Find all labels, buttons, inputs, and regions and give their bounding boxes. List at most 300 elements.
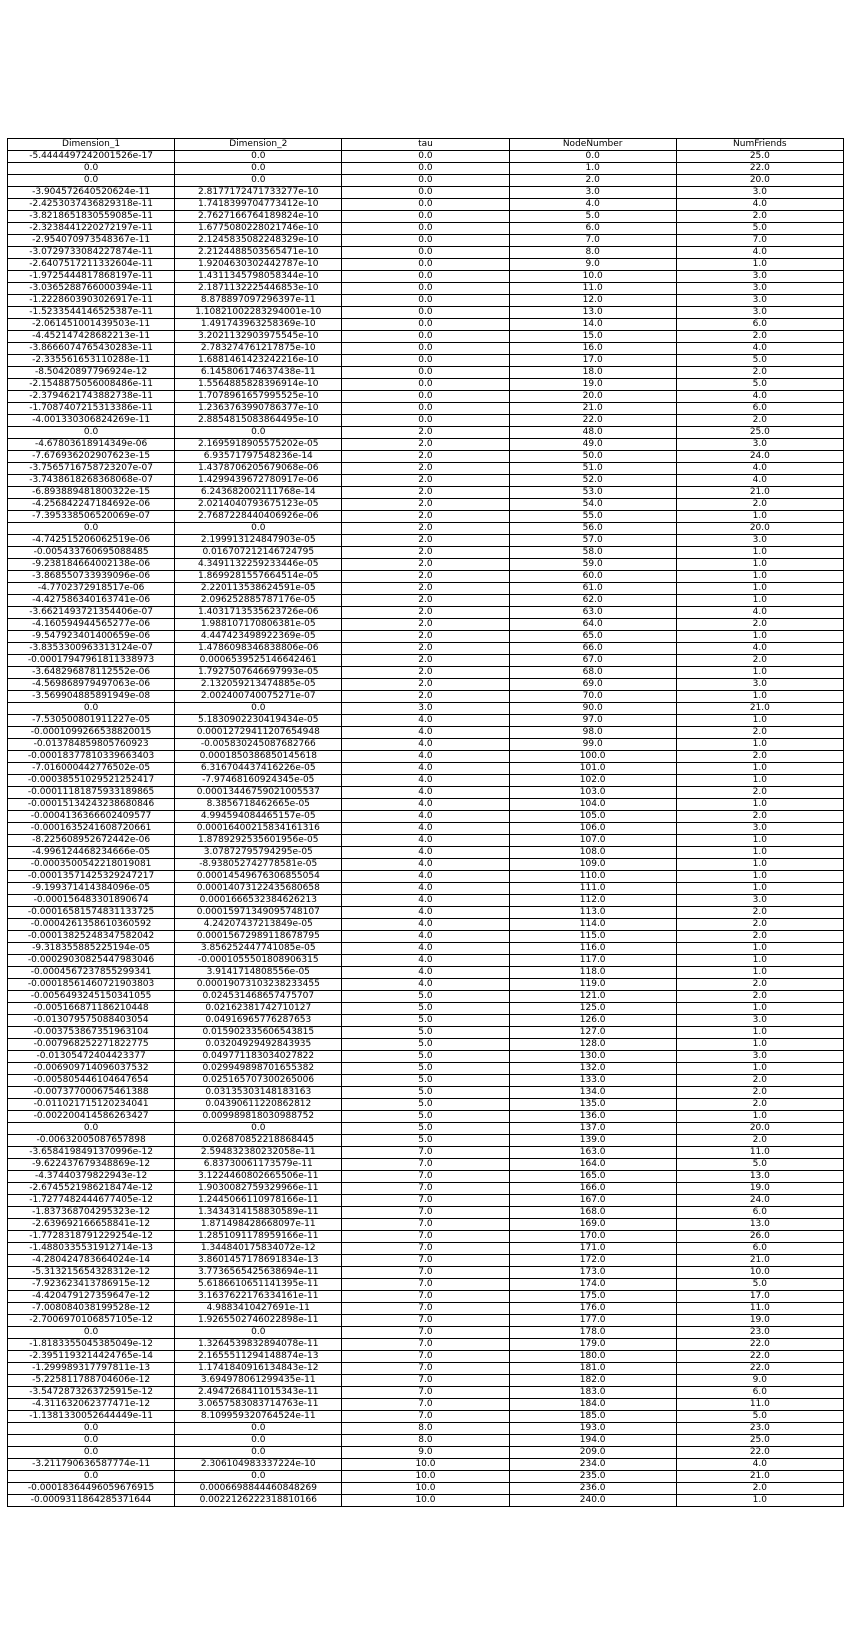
cell-dimension-2: 0.009989818030988752: [175, 1111, 342, 1123]
cell-num-friends: 1.0: [676, 1495, 843, 1507]
cell-node-number: 8.0: [509, 247, 676, 259]
cell-num-friends: 2.0: [676, 727, 843, 739]
cell-node-number: 180.0: [509, 1351, 676, 1363]
cell-node-number: 102.0: [509, 775, 676, 787]
cell-node-number: 166.0: [509, 1183, 676, 1195]
cell-num-friends: 1.0: [676, 1039, 843, 1051]
cell-num-friends: 20.0: [676, 175, 843, 187]
cell-node-number: 20.0: [509, 391, 676, 403]
cell-dimension-2: 8.878897097296397e-11: [175, 295, 342, 307]
table-row: [8, 835, 844, 847]
cell-dimension-1: -4.420479127359647e-12: [8, 1291, 175, 1303]
cell-dimension-1: -0.006909714096037532: [8, 1063, 175, 1075]
cell-node-number: 53.0: [509, 487, 676, 499]
cell-num-friends: 2.0: [676, 979, 843, 991]
cell-dimension-1: -4.001330306824269e-11: [8, 415, 175, 427]
cell-node-number: 55.0: [509, 511, 676, 523]
cell-num-friends: 1.0: [676, 943, 843, 955]
cell-tau: 2.0: [342, 451, 509, 463]
cell-num-friends: 2.0: [676, 619, 843, 631]
table-row: [8, 1483, 844, 1495]
table-row: [8, 967, 844, 979]
table-row: [8, 1363, 844, 1375]
table-row: [8, 475, 844, 487]
cell-dimension-2: 0.024531468657475707: [175, 991, 342, 1003]
cell-dimension-2: 0.0006698844460848269: [175, 1483, 342, 1495]
cell-dimension-1: -3.569904885891949e-08: [8, 691, 175, 703]
cell-tau: 5.0: [342, 1087, 509, 1099]
cell-dimension-2: 0.0: [175, 1327, 342, 1339]
table-row: [8, 1243, 844, 1255]
cell-tau: 2.0: [342, 535, 509, 547]
cell-num-friends: 6.0: [676, 1243, 843, 1255]
cell-tau: 0.0: [342, 247, 509, 259]
cell-tau: 7.0: [342, 1327, 509, 1339]
cell-num-friends: 25.0: [676, 1435, 843, 1447]
cell-tau: 2.0: [342, 427, 509, 439]
table-row: [8, 955, 844, 967]
cell-dimension-1: -9.199371414384096e-05: [8, 883, 175, 895]
cell-dimension-1: -4.7702372918517e-06: [8, 583, 175, 595]
cell-dimension-2: 8.3856718462665e-05: [175, 799, 342, 811]
table-row: [8, 1459, 844, 1471]
cell-dimension-1: -7.395338506520069e-07: [8, 511, 175, 523]
cell-dimension-2: 0.0: [175, 427, 342, 439]
cell-num-friends: 19.0: [676, 1315, 843, 1327]
cell-tau: 7.0: [342, 1231, 509, 1243]
cell-dimension-1: 0.0: [8, 703, 175, 715]
table-row: [8, 703, 844, 715]
cell-dimension-1: -3.904572640520624e-11: [8, 187, 175, 199]
cell-tau: 5.0: [342, 1051, 509, 1063]
cell-tau: 0.0: [342, 271, 509, 283]
cell-dimension-2: 5.1830902230419434e-05: [175, 715, 342, 727]
cell-node-number: 119.0: [509, 979, 676, 991]
cell-tau: 2.0: [342, 619, 509, 631]
table-row: [8, 271, 844, 283]
cell-tau: 2.0: [342, 499, 509, 511]
cell-dimension-1: 0.0: [8, 175, 175, 187]
cell-dimension-1: -3.868550733939096e-06: [8, 571, 175, 583]
cell-dimension-1: -2.3951193214424765e-14: [8, 1351, 175, 1363]
cell-tau: 7.0: [342, 1171, 509, 1183]
cell-tau: 7.0: [342, 1159, 509, 1171]
cell-node-number: 172.0: [509, 1255, 676, 1267]
cell-dimension-2: -7.97468160924345e-05: [175, 775, 342, 787]
cell-num-friends: 1.0: [676, 883, 843, 895]
cell-dimension-2: 2.594832380232058e-11: [175, 1147, 342, 1159]
cell-dimension-2: 1.2445066110978166e-11: [175, 1195, 342, 1207]
cell-node-number: 54.0: [509, 499, 676, 511]
cell-dimension-2: 4.9883410427691e-11: [175, 1303, 342, 1315]
cell-dimension-2: 1.6881461423242216e-10: [175, 355, 342, 367]
cell-dimension-1: -2.4253037436829318e-11: [8, 199, 175, 211]
cell-num-friends: 1.0: [676, 1027, 843, 1039]
cell-num-friends: 4.0: [676, 463, 843, 475]
cell-dimension-2: 2.002400740075271e-07: [175, 691, 342, 703]
cell-node-number: 185.0: [509, 1411, 676, 1423]
cell-node-number: 240.0: [509, 1495, 676, 1507]
cell-num-friends: 1.0: [676, 595, 843, 607]
cell-dimension-2: 0.016707212146724795: [175, 547, 342, 559]
cell-num-friends: 2.0: [676, 811, 843, 823]
table-row: [8, 415, 844, 427]
cell-num-friends: 25.0: [676, 427, 843, 439]
table-row: [8, 571, 844, 583]
cell-tau: 0.0: [342, 343, 509, 355]
cell-node-number: 167.0: [509, 1195, 676, 1207]
cell-num-friends: 24.0: [676, 451, 843, 463]
cell-dimension-2: 0.04390611220862812: [175, 1099, 342, 1111]
cell-node-number: 59.0: [509, 559, 676, 571]
cell-tau: 0.0: [342, 163, 509, 175]
cell-tau: 0.0: [342, 355, 509, 367]
cell-node-number: 183.0: [509, 1387, 676, 1399]
table-row: [8, 1147, 844, 1159]
cell-num-friends: 5.0: [676, 379, 843, 391]
cell-tau: 7.0: [342, 1363, 509, 1375]
cell-dimension-2: 4.24207437213849e-05: [175, 919, 342, 931]
cell-num-friends: 7.0: [676, 235, 843, 247]
cell-dimension-1: -4.160594944565277e-06: [8, 619, 175, 631]
cell-node-number: 18.0: [509, 367, 676, 379]
cell-num-friends: 4.0: [676, 199, 843, 211]
cell-num-friends: 6.0: [676, 319, 843, 331]
cell-dimension-2: 2.199913124847903e-05: [175, 535, 342, 547]
cell-dimension-2: 2.1871132225446853e-10: [175, 283, 342, 295]
data-table-container: [7, 138, 843, 1507]
table-row: [8, 1435, 844, 1447]
cell-dimension-2: 1.8789292535601956e-05: [175, 835, 342, 847]
table-row: [8, 247, 844, 259]
cell-dimension-1: -2.3794621743882738e-11: [8, 391, 175, 403]
table-row: [8, 1339, 844, 1351]
cell-dimension-1: -0.0003500542218019081: [8, 859, 175, 871]
cell-node-number: 114.0: [509, 919, 676, 931]
table-row: [8, 739, 844, 751]
cell-dimension-1: -0.013784859805760923: [8, 739, 175, 751]
cell-node-number: 107.0: [509, 835, 676, 847]
cell-num-friends: 2.0: [676, 1483, 843, 1495]
cell-dimension-2: 6.145806174637438e-11: [175, 367, 342, 379]
cell-node-number: 0.0: [509, 151, 676, 163]
cell-dimension-2: 6.83730061173579e-11: [175, 1159, 342, 1171]
cell-dimension-2: 2.1245835082248329e-10: [175, 235, 342, 247]
cell-num-friends: 19.0: [676, 1183, 843, 1195]
table-row: [8, 631, 844, 643]
cell-node-number: 132.0: [509, 1063, 676, 1075]
cell-node-number: 177.0: [509, 1315, 676, 1327]
cell-node-number: 63.0: [509, 607, 676, 619]
cell-node-number: 178.0: [509, 1327, 676, 1339]
cell-dimension-2: 0.0: [175, 1423, 342, 1435]
cell-tau: 4.0: [342, 883, 509, 895]
cell-num-friends: 1.0: [676, 859, 843, 871]
cell-dimension-2: 2.132059213474885e-05: [175, 679, 342, 691]
cell-dimension-2: 2.1655511294148874e-13: [175, 1351, 342, 1363]
table-row: [8, 727, 844, 739]
cell-dimension-1: -1.7728318791229254e-12: [8, 1231, 175, 1243]
cell-num-friends: 1.0: [676, 799, 843, 811]
cell-node-number: 49.0: [509, 439, 676, 451]
cell-num-friends: 1.0: [676, 547, 843, 559]
table-row: [8, 823, 844, 835]
cell-dimension-1: -0.005433760695088485: [8, 547, 175, 559]
cell-node-number: 105.0: [509, 811, 676, 823]
cell-dimension-1: -7.923623413786915e-12: [8, 1279, 175, 1291]
cell-tau: 10.0: [342, 1495, 509, 1507]
cell-dimension-2: 1.491743963258369e-10: [175, 319, 342, 331]
cell-num-friends: 2.0: [676, 367, 843, 379]
cell-dimension-1: 0.0: [8, 1123, 175, 1135]
cell-dimension-2: 1.3264539832894078e-11: [175, 1339, 342, 1351]
cell-tau: 7.0: [342, 1243, 509, 1255]
cell-dimension-2: 1.9030082759329966e-11: [175, 1183, 342, 1195]
cell-dimension-1: -8.225608952672442e-06: [8, 835, 175, 847]
column-header-dimension-1: Dimension_1: [8, 139, 175, 151]
table-row: [8, 187, 844, 199]
cell-tau: 7.0: [342, 1219, 509, 1231]
cell-dimension-1: -0.013079575088403054: [8, 1015, 175, 1027]
cell-dimension-1: 0.0: [8, 523, 175, 535]
table-row: [8, 211, 844, 223]
cell-dimension-2: 2.7687228440406926e-06: [175, 511, 342, 523]
cell-dimension-1: -3.6584198491370996e-12: [8, 1147, 175, 1159]
cell-tau: 5.0: [342, 1099, 509, 1111]
cell-dimension-1: -1.9725444817868197e-11: [8, 271, 175, 283]
cell-num-friends: 22.0: [676, 1339, 843, 1351]
table-row: [8, 1195, 844, 1207]
cell-tau: 0.0: [342, 259, 509, 271]
cell-tau: 5.0: [342, 1027, 509, 1039]
table-row: [8, 919, 844, 931]
cell-tau: 5.0: [342, 1039, 509, 1051]
table-row: [8, 1087, 844, 1099]
cell-dimension-1: -7.530500801911227e-05: [8, 715, 175, 727]
table-row: [8, 235, 844, 247]
cell-tau: 2.0: [342, 511, 509, 523]
table-row: [8, 1039, 844, 1051]
cell-num-friends: 9.0: [676, 1375, 843, 1387]
table-row: [8, 1303, 844, 1315]
cell-dimension-2: 0.00014073122435680658: [175, 883, 342, 895]
table-row: [8, 1267, 844, 1279]
cell-node-number: 103.0: [509, 787, 676, 799]
table-row: [8, 175, 844, 187]
cell-node-number: 116.0: [509, 943, 676, 955]
table-row: [8, 1315, 844, 1327]
cell-dimension-2: 1.9204630302442787e-10: [175, 259, 342, 271]
table-row: [8, 559, 844, 571]
cell-dimension-2: 6.93571797548236e-14: [175, 451, 342, 463]
cell-num-friends: 5.0: [676, 355, 843, 367]
cell-tau: 4.0: [342, 859, 509, 871]
cell-num-friends: 2.0: [676, 499, 843, 511]
cell-dimension-2: 3.7736565425638694e-11: [175, 1267, 342, 1279]
cell-node-number: 22.0: [509, 415, 676, 427]
cell-tau: 9.0: [342, 1447, 509, 1459]
cell-node-number: 184.0: [509, 1399, 676, 1411]
cell-node-number: 170.0: [509, 1231, 676, 1243]
cell-dimension-2: 2.306104983337224e-10: [175, 1459, 342, 1471]
cell-dimension-2: 2.1695918905575202e-05: [175, 439, 342, 451]
cell-tau: 0.0: [342, 187, 509, 199]
table-row: [8, 787, 844, 799]
cell-dimension-2: 1.4378706205679068e-06: [175, 463, 342, 475]
cell-dimension-1: -0.002200414586263427: [8, 1111, 175, 1123]
table-row: [8, 295, 844, 307]
table-row: [8, 307, 844, 319]
cell-node-number: 117.0: [509, 955, 676, 967]
table-header: [8, 139, 844, 151]
cell-dimension-2: -0.0001055501808906315: [175, 955, 342, 967]
cell-dimension-2: 4.994594084465157e-05: [175, 811, 342, 823]
cell-tau: 2.0: [342, 595, 509, 607]
cell-tau: 4.0: [342, 943, 509, 955]
cell-dimension-2: 0.049771183034027822: [175, 1051, 342, 1063]
cell-node-number: 5.0: [509, 211, 676, 223]
cell-node-number: 173.0: [509, 1267, 676, 1279]
cell-dimension-2: 3.9141714808556e-05: [175, 967, 342, 979]
table-row: [8, 1327, 844, 1339]
table-row: [8, 1183, 844, 1195]
table-row: [8, 1063, 844, 1075]
cell-num-friends: 3.0: [676, 271, 843, 283]
cell-node-number: 110.0: [509, 871, 676, 883]
cell-tau: 0.0: [342, 175, 509, 187]
table-row: [8, 439, 844, 451]
cell-dimension-2: 3.694978061299435e-11: [175, 1375, 342, 1387]
cell-dimension-1: -2.639692166658841e-12: [8, 1219, 175, 1231]
cell-tau: 4.0: [342, 979, 509, 991]
cell-dimension-1: -3.7438618268368068e-07: [8, 475, 175, 487]
cell-dimension-1: -0.0056493245150341055: [8, 991, 175, 1003]
cell-num-friends: 2.0: [676, 991, 843, 1003]
cell-num-friends: 2.0: [676, 655, 843, 667]
table-row: [8, 811, 844, 823]
cell-dimension-1: -2.061451001439503e-11: [8, 319, 175, 331]
cell-num-friends: 11.0: [676, 1303, 843, 1315]
cell-dimension-2: 3.2021132903975545e-10: [175, 331, 342, 343]
table-row: [8, 679, 844, 691]
cell-dimension-1: -2.335561653110288e-11: [8, 355, 175, 367]
table-body: [8, 151, 844, 1507]
cell-num-friends: 5.0: [676, 1279, 843, 1291]
table-row: [8, 1399, 844, 1411]
cell-dimension-2: 0.0006539525146642461: [175, 655, 342, 667]
cell-dimension-2: 1.9265502746022898e-11: [175, 1315, 342, 1327]
cell-tau: 0.0: [342, 235, 509, 247]
table-row: [8, 1411, 844, 1423]
cell-dimension-2: 0.0001666532384626213: [175, 895, 342, 907]
cell-dimension-1: -0.00018364496059676915: [8, 1483, 175, 1495]
cell-dimension-2: 1.10821002283294001e-10: [175, 307, 342, 319]
table-row: [8, 151, 844, 163]
cell-dimension-1: -0.00013571425329247217: [8, 871, 175, 883]
cell-num-friends: 25.0: [676, 151, 843, 163]
table-row: [8, 775, 844, 787]
cell-num-friends: 5.0: [676, 1159, 843, 1171]
cell-dimension-1: -3.211790636587774e-11: [8, 1459, 175, 1471]
cell-dimension-1: -3.8666074765430283e-11: [8, 343, 175, 355]
cell-tau: 7.0: [342, 1387, 509, 1399]
column-header-num-friends: NumFriends: [676, 139, 843, 151]
cell-tau: 2.0: [342, 523, 509, 535]
cell-num-friends: 3.0: [676, 679, 843, 691]
cell-tau: 5.0: [342, 1015, 509, 1027]
cell-node-number: 15.0: [509, 331, 676, 343]
cell-dimension-1: -1.837368704295323e-12: [8, 1207, 175, 1219]
cell-num-friends: 1.0: [676, 847, 843, 859]
cell-node-number: 17.0: [509, 355, 676, 367]
cell-node-number: 67.0: [509, 655, 676, 667]
cell-tau: 4.0: [342, 763, 509, 775]
table-row: [8, 667, 844, 679]
cell-tau: 10.0: [342, 1483, 509, 1495]
cell-dimension-1: -7.676936202907623e-15: [8, 451, 175, 463]
cell-dimension-1: -0.011021715120234041: [8, 1099, 175, 1111]
cell-num-friends: 26.0: [676, 1231, 843, 1243]
data-table: [7, 138, 844, 1507]
cell-node-number: 62.0: [509, 595, 676, 607]
cell-tau: 2.0: [342, 547, 509, 559]
table-row: [8, 883, 844, 895]
cell-dimension-1: -2.6745521986218474e-12: [8, 1183, 175, 1195]
cell-dimension-1: -0.007968252271822775: [8, 1039, 175, 1051]
cell-tau: 2.0: [342, 463, 509, 475]
cell-num-friends: 22.0: [676, 1447, 843, 1459]
cell-tau: 7.0: [342, 1399, 509, 1411]
cell-dimension-1: -1.7087407215313386e-11: [8, 403, 175, 415]
cell-dimension-1: -9.318355885225194e-05: [8, 943, 175, 955]
table-row: [8, 1351, 844, 1363]
cell-dimension-2: 0.0: [175, 1447, 342, 1459]
cell-dimension-1: -8.50420897796924e-12: [8, 367, 175, 379]
table-row: [8, 535, 844, 547]
cell-dimension-1: -0.0001099266538820015: [8, 727, 175, 739]
cell-tau: 4.0: [342, 727, 509, 739]
cell-node-number: 234.0: [509, 1459, 676, 1471]
cell-tau: 4.0: [342, 847, 509, 859]
cell-node-number: 100.0: [509, 751, 676, 763]
cell-num-friends: 1.0: [676, 1003, 843, 1015]
cell-num-friends: 21.0: [676, 1255, 843, 1267]
cell-node-number: 19.0: [509, 379, 676, 391]
cell-node-number: 14.0: [509, 319, 676, 331]
cell-num-friends: 24.0: [676, 1195, 843, 1207]
cell-dimension-2: 1.4311345798058344e-10: [175, 271, 342, 283]
cell-num-friends: 1.0: [676, 739, 843, 751]
cell-dimension-1: -0.00011181875933189865: [8, 787, 175, 799]
cell-tau: 4.0: [342, 895, 509, 907]
cell-dimension-2: 1.5564885828396914e-10: [175, 379, 342, 391]
table-row: [8, 763, 844, 775]
cell-dimension-1: -0.0001635241608720661: [8, 823, 175, 835]
cell-num-friends: 4.0: [676, 343, 843, 355]
cell-dimension-1: 0.0: [8, 427, 175, 439]
cell-tau: 4.0: [342, 907, 509, 919]
cell-dimension-1: -0.0004567237855299341: [8, 967, 175, 979]
table-row: [8, 943, 844, 955]
cell-num-friends: 4.0: [676, 1459, 843, 1471]
table-row: [8, 1447, 844, 1459]
cell-dimension-1: -4.311632062377471e-12: [8, 1399, 175, 1411]
cell-dimension-2: 2.0214040793675123e-05: [175, 499, 342, 511]
cell-num-friends: 17.0: [676, 1291, 843, 1303]
cell-dimension-1: -2.1548875056008486e-11: [8, 379, 175, 391]
table-row: [8, 331, 844, 343]
cell-node-number: 57.0: [509, 535, 676, 547]
